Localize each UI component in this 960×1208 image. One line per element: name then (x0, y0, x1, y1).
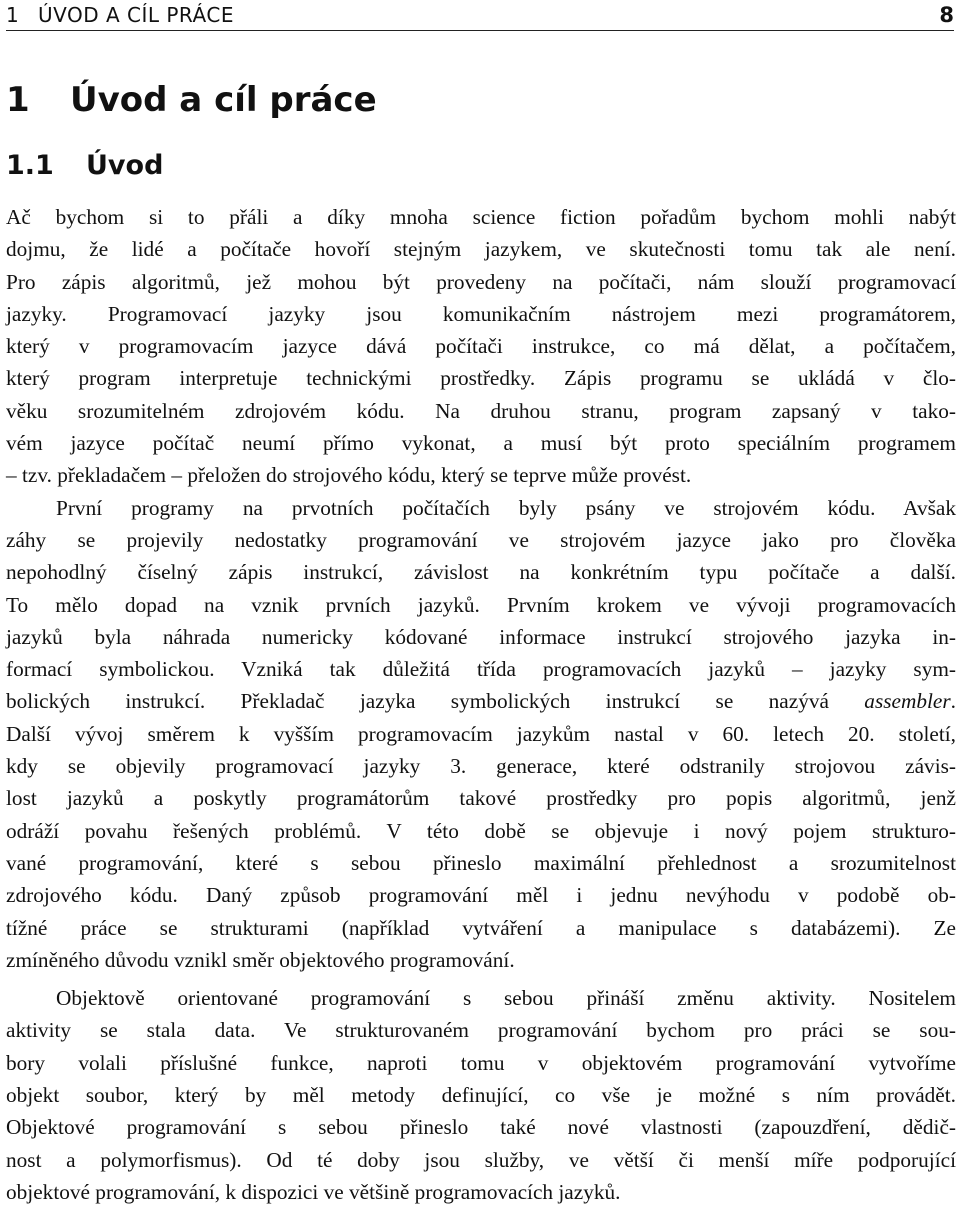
text-line: zmíněného důvodu vznikl směr objektového programování. (6, 947, 515, 972)
text-line: vané programování, které s sebou přineslo maximální přehlednost a srozumitelnost (6, 850, 956, 875)
text-line: odráží povahu řešených problémů. V této době se objevuje i nový pojem strukturo- (6, 818, 956, 843)
text-line: záhy se projevily nedostatky programování ve strojovém jazyce jako pro člověka (6, 527, 956, 552)
text-line: formací symbolickou. Vzniká tak důležitá třída programovacích jazyků – jazyky sym- (6, 657, 956, 682)
text-line: zdrojového kódu. Daný způsob programování měl i jednu nevýhodu v podobě ob- (6, 883, 956, 908)
section-title: Úvod (86, 150, 164, 181)
section-number: 1.1 (6, 150, 54, 181)
paragraph-2 (6, 492, 956, 976)
text-line: To mělo dopad na vznik prvních jazyků. Prvním krokem ve vývoji programovacích (6, 592, 956, 617)
text-line: aktivity se stala data. Ve strukturovaném programování bychom pro práci se sou- (6, 1018, 956, 1043)
text-line: kdy se objevily programovací jazyky 3. generace, které odstranily strojovou závis- (6, 754, 956, 779)
text-line: Další vývoj směrem k vyšším programovacím jazykům nastal v 60. letech 20. století, (6, 721, 956, 746)
text-line: – tzv. překladačem – přeložen do strojového kódu, který se teprve může provést. (6, 463, 692, 488)
running-header (6, 2, 954, 28)
text-line: První programy na prvotních počítačích byly psány ve strojovém kódu. Avšak (56, 495, 956, 520)
paragraph-1 (6, 201, 956, 492)
header-rule (6, 30, 954, 31)
chapter-number: 1 (6, 80, 30, 120)
text-line: tížné práce se strukturami (například vytváření a manipulace s databázemi). Ze (6, 915, 956, 940)
emphasis-term: assembler (864, 689, 951, 714)
text-line: bory volali příslušné funkce, naproti tomu v objektovém programování vytvoříme (6, 1050, 956, 1075)
text-line: nost a polymorfismus). Od té doby jsou služby, ve větší či menší míře podporující (6, 1147, 956, 1172)
text-line: jazyků byla náhrada numericky kódované informace instrukcí strojového jazyka in- (6, 624, 956, 649)
text-line: lost jazyků a poskytly programátorům takové prostředky pro popis algoritmů, jenž (6, 786, 956, 811)
chapter-heading (6, 78, 377, 122)
text-line: Pro zápis algoritmů, jež mohou být provedeny na počítači, nám slouží programovací (6, 269, 956, 294)
text-line: který v programovacím jazyce dává počítači instrukce, co má dělat, a počítačem, (6, 334, 956, 359)
text-span: bolických instrukcí. Překladač jazyka symbolických instrukcí se nazývá (6, 689, 865, 714)
text-line: Objektové programování s sebou přineslo také nové vlastnosti (zapouzdření, dědič- (6, 1115, 956, 1140)
paragraph-3 (6, 982, 956, 1208)
text-line: Ač bychom si to přáli a díky mnoha science fiction pořadům bychom mohli nabýt (6, 205, 956, 229)
body-text (6, 201, 956, 1208)
page-number: 8 (939, 3, 954, 27)
text-span: . (950, 689, 956, 714)
text-line: dojmu, že lidé a počítače hovoří stejným jazykem, ve skutečnosti tomu tak ale není. (6, 237, 956, 262)
section-heading (6, 148, 163, 184)
header-section-title: ÚVOD A CÍL PRÁCE (38, 3, 234, 27)
text-line: věku srozumitelném zdrojovém kódu. Na druhou stranu, program zapsaný v tako- (6, 398, 956, 423)
chapter-title: Úvod a cíl práce (70, 80, 377, 120)
text-line: jazyky. Programovací jazyky jsou komunikačním nástrojem mezi programátorem, (6, 301, 956, 326)
text-line: Objektově orientované programování s sebou přináší změnu aktivity. Nositelem (56, 986, 956, 1011)
text-line: objekt soubor, který by měl metody definující, co vše je možné s ním provádět. (6, 1083, 956, 1108)
text-line-with-emphasis (6, 685, 956, 717)
text-line: který program interpretuje technickými prostředky. Zápis programu se ukládá v člo- (6, 366, 956, 391)
text-line: vém jazyce počítač neumí přímo vykonat, a musí být proto speciálním programem (6, 431, 956, 456)
text-line: nepohodlný číselný zápis instrukcí, závislost na konkrétním typu počítače a další. (6, 560, 956, 585)
header-section-number: 1 (6, 3, 19, 27)
text-line: objektové programování, k dispozici ve většině programovacích jazyků. (6, 1179, 621, 1204)
